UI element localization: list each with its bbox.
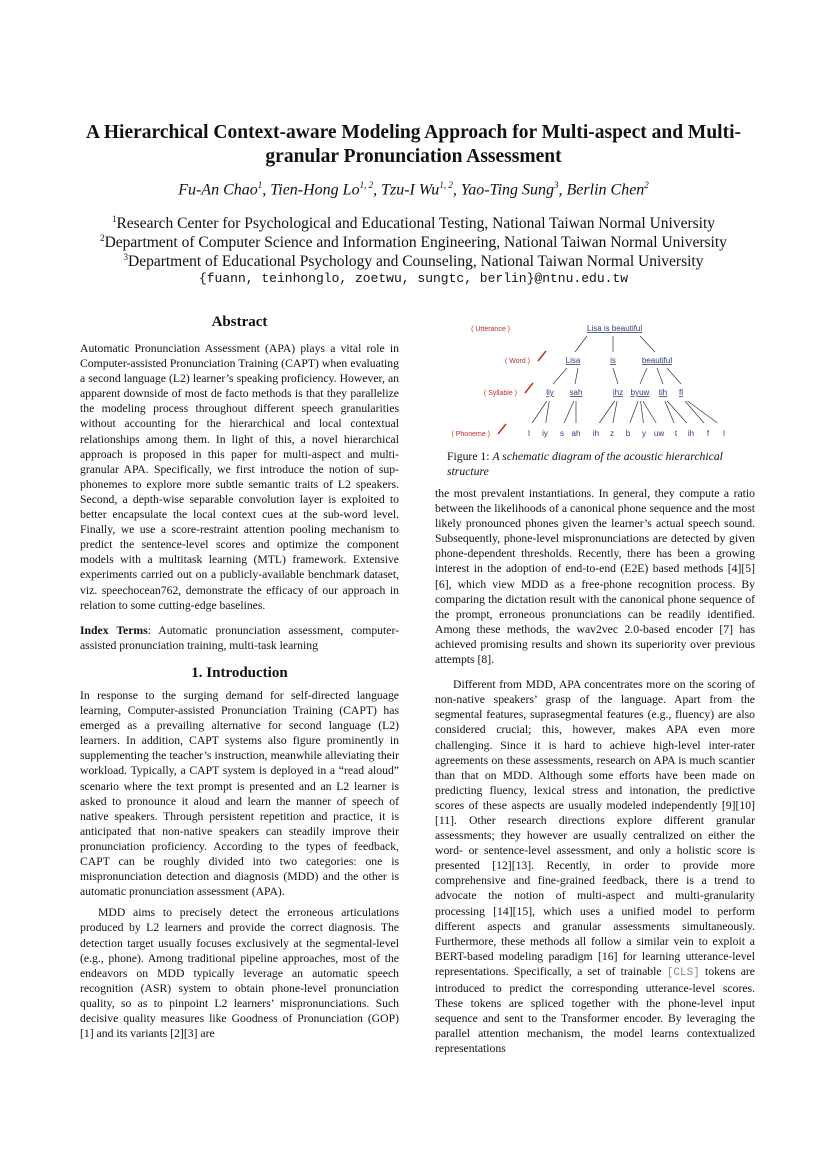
abstract-heading: Abstract <box>211 314 268 330</box>
hierarchy-link <box>613 401 617 423</box>
syllable-label: ihz <box>612 388 624 397</box>
level-label: ( Syllable ) <box>483 390 517 397</box>
phoneme-label: l <box>528 429 530 438</box>
paragraph: MDD aims to precisely detect the erroneous articulations produced by L2 learners and provide the correct diagnosis. The detection target usually focuses exclusively at the segmental-level (e.g., phone). Among traditional pipeline approaches, most of the endeavors on MDD typically leverage an automatic speech recognition (ASR) system to obtain phone-level pronunciation quality, so as to pinpoint L2 learners’ mispronunciations. Such decisive quality measures like Goodness of Pronunciation (GOP) [1] and its variants [2][3] are <box>80 906 399 1041</box>
author: Tzu-I Wu <box>381 181 440 199</box>
phoneme-label: ih <box>592 429 600 438</box>
intro-heading: 1. Introduction <box>191 665 288 681</box>
paper-title: A Hierarchical Context-aware Modeling Approach for Multi-aspect and Multi-granular Pronunciation Assessment <box>85 122 741 167</box>
right-column-text <box>435 486 755 1056</box>
syllable-label: sah <box>569 388 583 397</box>
author-list: Fu-An Chao$^1$, Tien-Hong Lo$^{1, 2}$, Tzu-I Wu$^{1, 2}$, Yao-Ting Sung$^3$, Berlin Chen$^2$ <box>178 180 649 199</box>
level-arrow <box>525 383 533 393</box>
hierarchy-link <box>575 368 578 384</box>
phoneme-label: s <box>560 429 564 438</box>
hierarchy-link <box>643 401 656 423</box>
syllable-label: byuw <box>630 388 650 397</box>
phoneme-label: f <box>706 429 710 438</box>
word-label: beautiful <box>641 356 673 365</box>
level-label: ( Word ) <box>504 358 530 365</box>
phoneme-label: y <box>642 429 646 438</box>
figure-caption: Figure 1: A schematic diagram of the acoustic hierarchical structure <box>447 450 723 478</box>
hierarchy-link <box>640 336 655 352</box>
intro-text <box>80 688 399 1041</box>
hierarchy-link <box>546 401 550 423</box>
word-label: Lisa <box>565 356 581 365</box>
phoneme-label: iy <box>542 429 548 438</box>
level-label: ( Utterance ) <box>471 326 510 333</box>
level-label: ( Phoneme ) <box>451 431 490 438</box>
affiliation: $^3$Department of Educational Psychology and Counseling, National Taiwan Normal University <box>123 252 704 271</box>
syllable-label: fl <box>679 388 683 397</box>
hierarchy-link <box>667 368 681 384</box>
hierarchy-link <box>532 401 547 423</box>
level-arrow <box>538 351 546 361</box>
hierarchy-link <box>613 368 618 384</box>
author: Fu-An Chao <box>178 181 258 199</box>
hierarchy-link <box>687 401 717 423</box>
phoneme-label: z <box>610 429 614 438</box>
syllable-label: tih <box>658 388 668 397</box>
hierarchy-link <box>685 401 704 423</box>
phoneme-label: ih <box>687 429 695 438</box>
author-email: {fuann, teinhonglo, zoetwu, sungtc, berlin}@ntnu.edu.tw <box>198 271 629 286</box>
hierarchy-link <box>665 401 674 423</box>
phoneme-label: uw <box>653 429 665 438</box>
affiliation: $^1$Research Center for Psychological and Educational Testing, National Taiwan Normal University <box>111 214 716 233</box>
author: Berlin Chen <box>566 181 645 199</box>
phoneme-label: ah <box>571 429 581 438</box>
hierarchy-link <box>640 368 647 384</box>
hierarchy-link <box>599 401 614 423</box>
paragraph: the most prevalent instantiations. In general, they compute a ratio between the likelihoods of a canonical phone sequence and the most likely pronounced phones given the learner’s actual speech sound. Subsequently, phone-level mispronunciations are detected by given phone-dependent thresholds. Recently, there has been a growing interest in the adoption of end-to-end (E2E) based methods [4][5][6], which view MDD as a free-phone recognition process. By comparing the dictation result with the canonical phone sequence of the prompt, erroneous pronunciations can be readily identified. Among these methods, the wav2vec 2.0-based encoder [7] has achieved promising results and shown its superiority over previous attempts [8]. <box>435 487 755 667</box>
word-label: is <box>610 356 616 365</box>
syllable-label: liy <box>546 388 554 397</box>
paragraph: In response to the surging demand for self-directed language learning, Computer-assisted Pronunciation Training (CAPT) has emerged as a prevailing alternative for second language (L2) learners. In addition, CAPT systems also figure prominently in supplementing the teacher’s instruction, meanwhile alleviating their workload. Typically, a CAPT system is deployed in a “read aloud” scenario where the text prompt is presented and an L2 learner is asked to pronounce it aloud and learn the manner of speech of native speakers. Through persistent repetition and practice, it is anticipated that non-native speakers can steadily improve their pronunciation proficiency. According to the types of feedback, CAPT can be roughly divided into two categories: one is mispronunciation detection and diagnosis (MDD) and the other is automatic pronunciation assessment (APA). <box>80 689 399 899</box>
hierarchy-link <box>630 401 638 423</box>
phoneme-label: t <box>674 429 678 438</box>
hierarchy-link <box>553 368 567 384</box>
hierarchy-link <box>575 336 587 352</box>
paragraph: Different from MDD, APA concentrates more on the scoring of non-native speakers’ grasp of the language. Apart from the segmental features, suprasegmental features (e.g., fluency) are also considered crucial; this, however, makes APA even more challenging. Since it is hard to achieve high-level inter-rater agreements on these assessments, research on APA is much scantier than that on MDD. Although some efforts have been made on predicting fluency, lexical stress and intonation, the predictive scores of these aspects are usually modeled independently [9][10][11]. Other research directions explore different granular assessments; they however are usually centralized on either the word- or sentence-level assessment, and only a holistic score is presented [12][13]. Recently, in order to provide more comprehensive and fine-grained feedback, there is a trend to advocate the notion of multi-aspect and multi-granularity processing [14][15], which uses a unified model to perform different aspects and granular assessments simultaneously. Furthermore, these methods all follow a similar vein to exploit a BERT-based modeling paradigm [16] for learning utterance-level representations. Specifically, a set of trainable [CLS] tokens are introduced to predict the corresponding utterance-level scores. These tokens are spliced together with the phone-level input sequence and sent to the Transformer encoder. By leveraging the parallel attention mechanism, the model learns contextualized representations <box>435 678 755 1056</box>
cls-token: [CLS] <box>666 966 700 979</box>
level-arrow <box>498 424 506 434</box>
author: Yao-Ting Sung <box>460 181 555 199</box>
hierarchy-link <box>564 401 574 423</box>
phoneme-label: l <box>723 429 725 438</box>
hierarchy-link <box>641 401 644 423</box>
hierarchy-link <box>667 401 687 423</box>
utterance-label: Lisa is beautiful <box>587 324 643 333</box>
index-terms: Index Terms: Automatic pronunciation assessment, computer-assisted pronunciation training, multi-task learning <box>80 623 399 652</box>
phoneme-label: b <box>625 429 631 438</box>
hierarchy-figure <box>435 318 755 446</box>
affiliation: $^2$Department of Computer Science and Information Engineering, National Taiwan Normal University <box>100 233 727 252</box>
hierarchy-link <box>657 368 663 384</box>
author: Tien-Hong Lo <box>270 181 360 199</box>
abstract-text: Automatic Pronunciation Assessment (APA) plays a vital role in Computer-assisted Pronunciation Training (CAPT) when evaluating a second language (L2) learner’s speaking proficiency. However, an apparent downside of most de facto methods is that they parallelize the modeling process throughout different speech granularities without accounting for the hierarchical and local contextual relationships among them. In light of this, a novel hierarchical approach is proposed in this paper for multi-aspect and multi-granular APA. Specifically, we first introduce the notion of sup-phonemes to explore more subtle semantic traits of L2 speakers. Second, a depth-wise separable convolution layer is exploited to better encapsulate the local context cues at the sub-word level. Finally, we use a score-restraint attention pooling mechanism to predict the sentence-level scores and optimize the component models with a multitask learning (MTL) framework. Extensive experiments carried out on a publicly-available benchmark dataset, viz. speechocean762, demonstrate the efficacy of our approach in relation to some cutting-edge baselines. Index Terms: Automatic pronunciation assessment, computer-assisted pronunciation training, multi-task learning <box>80 342 399 652</box>
